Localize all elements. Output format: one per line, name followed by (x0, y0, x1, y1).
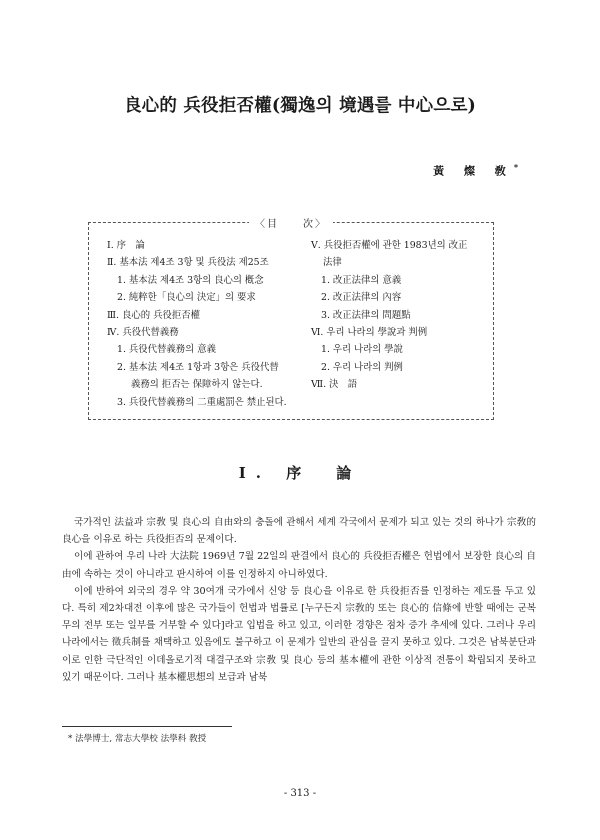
toc-item: 1. 改正法律의 意義 (321, 274, 402, 286)
body-paragraph: 이에 반하여 외국의 경우 약 30여개 국가에서 신앙 등 良心을 이유로 한 兵役拒否를 인정하는 제도를 두고 있다. 특히 제2차대전 이후에 많은 국가들이 헌법과 법률로 [누구든지 宗敎的 또는 良心的 信條에 반할 때에는 군복무의 전부 또는 일부를 거부할 수 있다]라고 입법을 하고 있고, 이러한 경향은 점차 증가 추세에 있다. 그러나 우리 나라에서는 徵兵制를 채택하고 있음에도 불구하고 이 문제가 일반의 관심을 끌지 못하고 있다. 그것은 남북분단과 이로 인한 극단적인 이데올로기적 대결구조와 宗敎 및 良心 등의 基本權에 관한 이상적 전통이 확립되지 못하고 있기 때문이다. 그러나 基本權思想의 보급과 남북 (62, 585, 536, 683)
author-affiliation-footnote: * 法學博士, 常志大學校 法學科 敎授 (68, 734, 207, 744)
toc-item: Ⅲ. 良心的 兵役拒否權 (107, 309, 200, 321)
toc-item: 2. 우리 나라의 判例 (321, 361, 403, 373)
toc-item: 1. 우리 나라의 學說 (321, 344, 403, 356)
toc-item: 法律 (323, 257, 342, 269)
toc-item: Ⅴ. 兵役拒否權에 관한 1983년의 改正 (311, 240, 468, 251)
body-text (62, 514, 536, 686)
body-paragraph: 국가적인 法益과 宗敎 및 良心의 自由와의 충돌에 관해서 세계 각국에서 문제가 되고 있는 것의 하나가 宗敎的 良心을 이유로 하는 兵役拒否의 문제이다. (62, 517, 536, 546)
toc-item: 2. 純粹한「良心의 決定」의 要求 (117, 292, 256, 304)
toc-left-column (107, 237, 307, 411)
toc-item: Ⅶ. 決 語 (311, 379, 358, 391)
toc-item: 3. 改正法律의 問題點 (321, 309, 411, 321)
toc-item: 2. 改正法律의 內容 (321, 292, 402, 304)
author-line (433, 162, 518, 179)
author-footnote-mark: * (513, 162, 518, 172)
toc-item: Ⅰ. 序 論 (107, 240, 145, 251)
toc-heading: 〈目 次〉 (249, 219, 333, 230)
toc-item: 2. 基本法 제4조 1항과 3항은 兵役代替 (117, 361, 279, 373)
paper-title: 良心的 兵役拒否權(獨逸의 境遇를 中心으로) (123, 96, 477, 116)
toc-item: 義務의 拒否는 保障하지 않는다. (131, 379, 263, 391)
toc-item: Ⅳ. 兵役代替義務 (107, 327, 179, 339)
toc-item: Ⅵ. 우리 나라의 學說과 判例 (311, 327, 428, 339)
table-of-contents (88, 219, 494, 420)
toc-item: 3. 兵役代替義務의 二重處罰은 禁止된다. (117, 396, 287, 408)
author-name: 黃 燦 敎 (433, 164, 514, 178)
toc-item: Ⅱ. 基本法 제4조 3항 및 兵役法 제25조 (107, 257, 269, 269)
body-paragraph: 이에 관하여 우리 나라 大法院 1969년 7월 22일의 판결에서 良心的 兵役拒否權은 헌법에서 보장한 良心의 自由에 속하는 것이 아니라고 판시하여 이를 인정하지 아니하였다. (62, 551, 536, 580)
toc-item: 1. 兵役代替義務의 意義 (117, 344, 216, 356)
footnote-divider (62, 726, 232, 727)
toc-right-column (311, 237, 487, 394)
page-number: - 313 - (283, 788, 317, 799)
toc-item: 1. 基本法 제4조 3항의 良心의 槪念 (117, 274, 264, 286)
section-heading: Ⅰ. 序 論 (238, 464, 362, 482)
